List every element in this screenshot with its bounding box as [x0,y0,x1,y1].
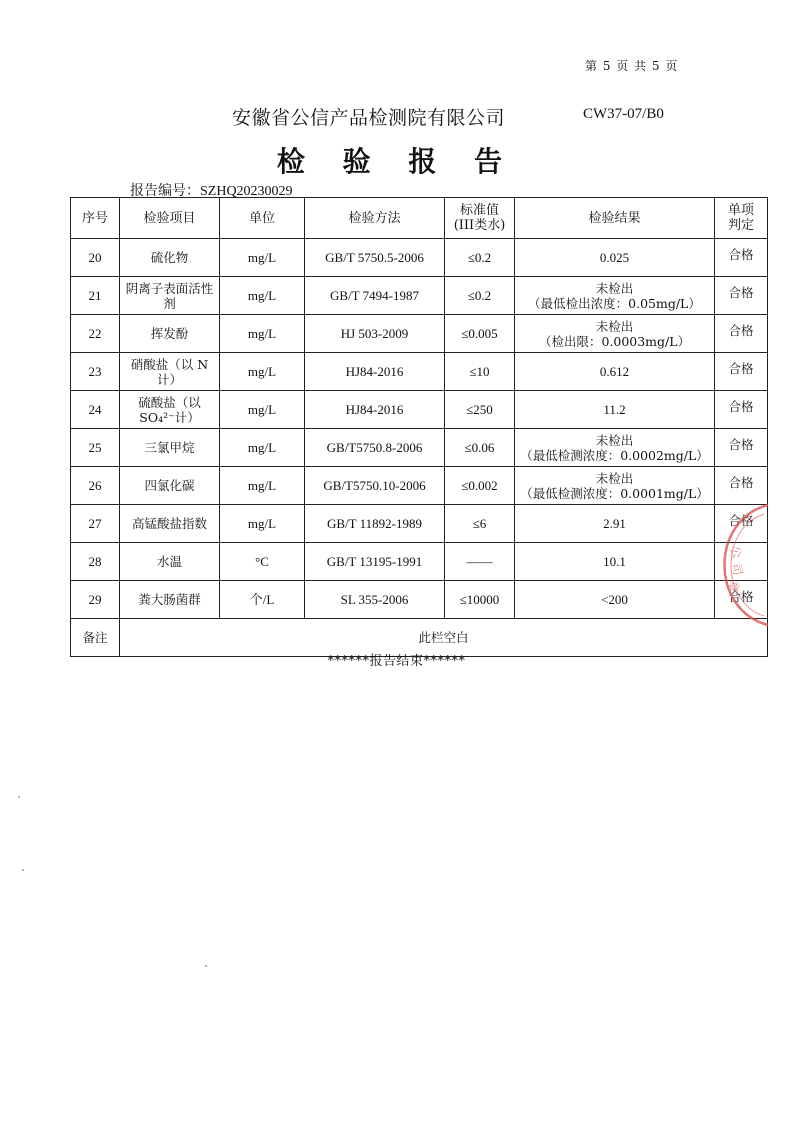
report-title: 检 验 报 告 [276,145,517,178]
header-judge [715,198,768,239]
header-method: 检验方法 [305,198,445,239]
header-unit: 单位 [220,198,305,239]
cell-judge: 合格 [715,353,768,391]
cell-seq: 23 [71,353,120,391]
cell-result [515,543,715,581]
cell-seq: 26 [71,467,120,505]
cell-unit: mg/L [220,353,305,391]
remark-label: 备注 [71,619,120,657]
cell-method: GB/T5750.10-2006 [305,467,445,505]
result-note: （最低检出浓度：0.05mg/L） [528,295,701,311]
cell-unit: mg/L [220,277,305,315]
header-item: 检验项目 [120,198,220,239]
cell-item: 硝酸盐（以 N 计） [120,353,220,391]
header-judge-line2: 判定 [727,218,754,233]
result-value: 未检出 [595,432,634,448]
cell-result [515,429,715,467]
scan-speck [22,869,24,871]
result-value: 11.2 [603,402,626,417]
cell-unit: 个/L [220,581,305,619]
cell-judge: 合格 [715,505,768,543]
cell-seq: 22 [71,315,120,353]
cell-result [515,391,715,429]
cell-unit: mg/L [220,505,305,543]
result-value: 10.1 [603,554,626,569]
cell-method: HJ84-2016 [305,391,445,429]
page-number: 第 5 页 共 5 页 [585,59,679,73]
table-row [71,239,768,277]
header-judge-line1: 单项 [727,203,754,218]
cell-result [515,353,715,391]
cell-judge [715,543,768,581]
cell-standard: ≤250 [445,391,515,429]
table-row [71,543,768,581]
cell-method: GB/T 11892-1989 [305,505,445,543]
cell-item: 硫化物 [120,239,220,277]
cell-judge: 合格 [715,239,768,277]
table-row [71,315,768,353]
cell-item: 粪大肠菌群 [120,581,220,619]
cell-seq: 20 [71,239,120,277]
cell-seq: 27 [71,505,120,543]
table-row [71,581,768,619]
cell-standard: ≤0.06 [445,429,515,467]
table-row [71,467,768,505]
cell-seq: 21 [71,277,120,315]
cell-item: 挥发酚 [120,315,220,353]
result-note: （最低检测浓度：0.0002mg/L） [520,447,709,463]
result-value: 0.612 [599,364,630,379]
cell-item: 四氯化碳 [120,467,220,505]
cell-standard: ≤10 [445,353,515,391]
cell-seq: 25 [71,429,120,467]
header-standard [445,198,515,239]
cell-standard: ≤0.005 [445,315,515,353]
result-note: （最低检测浓度：0.0001mg/L） [520,485,709,501]
svg-text:公: 公 [727,544,745,561]
cell-result [515,239,715,277]
header-standard-line1: 标准值 [459,203,499,218]
cell-result [515,277,715,315]
header-seq: 序号 [71,198,120,239]
cell-judge: 合格 [715,581,768,619]
cell-judge: 合格 [715,391,768,429]
cell-judge: 合格 [715,429,768,467]
scan-speck [18,796,20,798]
cell-unit: mg/L [220,391,305,429]
cell-result [515,315,715,353]
svg-text:章: 章 [725,579,741,593]
table-header-row [71,198,768,239]
result-value: 未检出 [595,318,634,334]
header-standard-line2: (III类水) [453,218,506,233]
result-value: 未检出 [595,280,634,296]
cell-seq: 29 [71,581,120,619]
cell-judge: 合格 [715,467,768,505]
cell-method: HJ 503-2009 [305,315,445,353]
cell-seq: 28 [71,543,120,581]
header-result: 检验结果 [515,198,715,239]
cell-standard: ≤6 [445,505,515,543]
cell-item: 三氯甲烷 [120,429,220,467]
result-value: <200 [601,592,628,607]
cell-method: GB/T5750.8-2006 [305,429,445,467]
cell-judge: 合格 [715,277,768,315]
table-body [71,239,768,657]
result-value: 2.91 [603,516,626,531]
result-note: （检出限：0.0003mg/L） [538,333,691,349]
table-row [71,505,768,543]
report-number: SZHQ20230029 [200,184,293,199]
cell-item: 硫酸盐（以 SO₄²⁻计） [120,391,220,429]
report-end-mark: ******报告结束****** [327,654,466,669]
cell-unit: mg/L [220,315,305,353]
results-table [70,197,768,657]
remark-value: 此栏空白 [120,619,768,657]
cell-standard: ≤0.2 [445,277,515,315]
cell-result [515,581,715,619]
table-row [71,391,768,429]
cell-item: 高锰酸盐指数 [120,505,220,543]
table-row [71,429,768,467]
svg-text:司: 司 [729,562,745,577]
cell-judge: 合格 [715,315,768,353]
cell-standard: —— [445,543,515,581]
cell-unit: mg/L [220,239,305,277]
report-number-label: 报告编号： [130,183,200,199]
organization-name: 安徽省公信产品检测院有限公司 [232,107,506,129]
cell-unit: mg/L [220,429,305,467]
document-code: CW37-07/B0 [583,106,664,122]
cell-result [515,505,715,543]
cell-standard: ≤10000 [445,581,515,619]
cell-standard: ≤0.2 [445,239,515,277]
cell-item: 水温 [120,543,220,581]
cell-method: HJ84-2016 [305,353,445,391]
scan-speck [205,965,207,967]
result-value: 未检出 [595,470,634,486]
cell-unit: mg/L [220,467,305,505]
cell-result [515,467,715,505]
table-row [71,277,768,315]
cell-seq: 24 [71,391,120,429]
cell-unit: °C [220,543,305,581]
result-value: 0.025 [599,250,630,265]
cell-method: GB/T 7494-1987 [305,277,445,315]
table-row [71,353,768,391]
cell-method: SL 355-2006 [305,581,445,619]
cell-method: GB/T 13195-1991 [305,543,445,581]
cell-item: 阴离子表面活性剂 [120,277,220,315]
cell-standard: ≤0.002 [445,467,515,505]
cell-method: GB/T 5750.5-2006 [305,239,445,277]
